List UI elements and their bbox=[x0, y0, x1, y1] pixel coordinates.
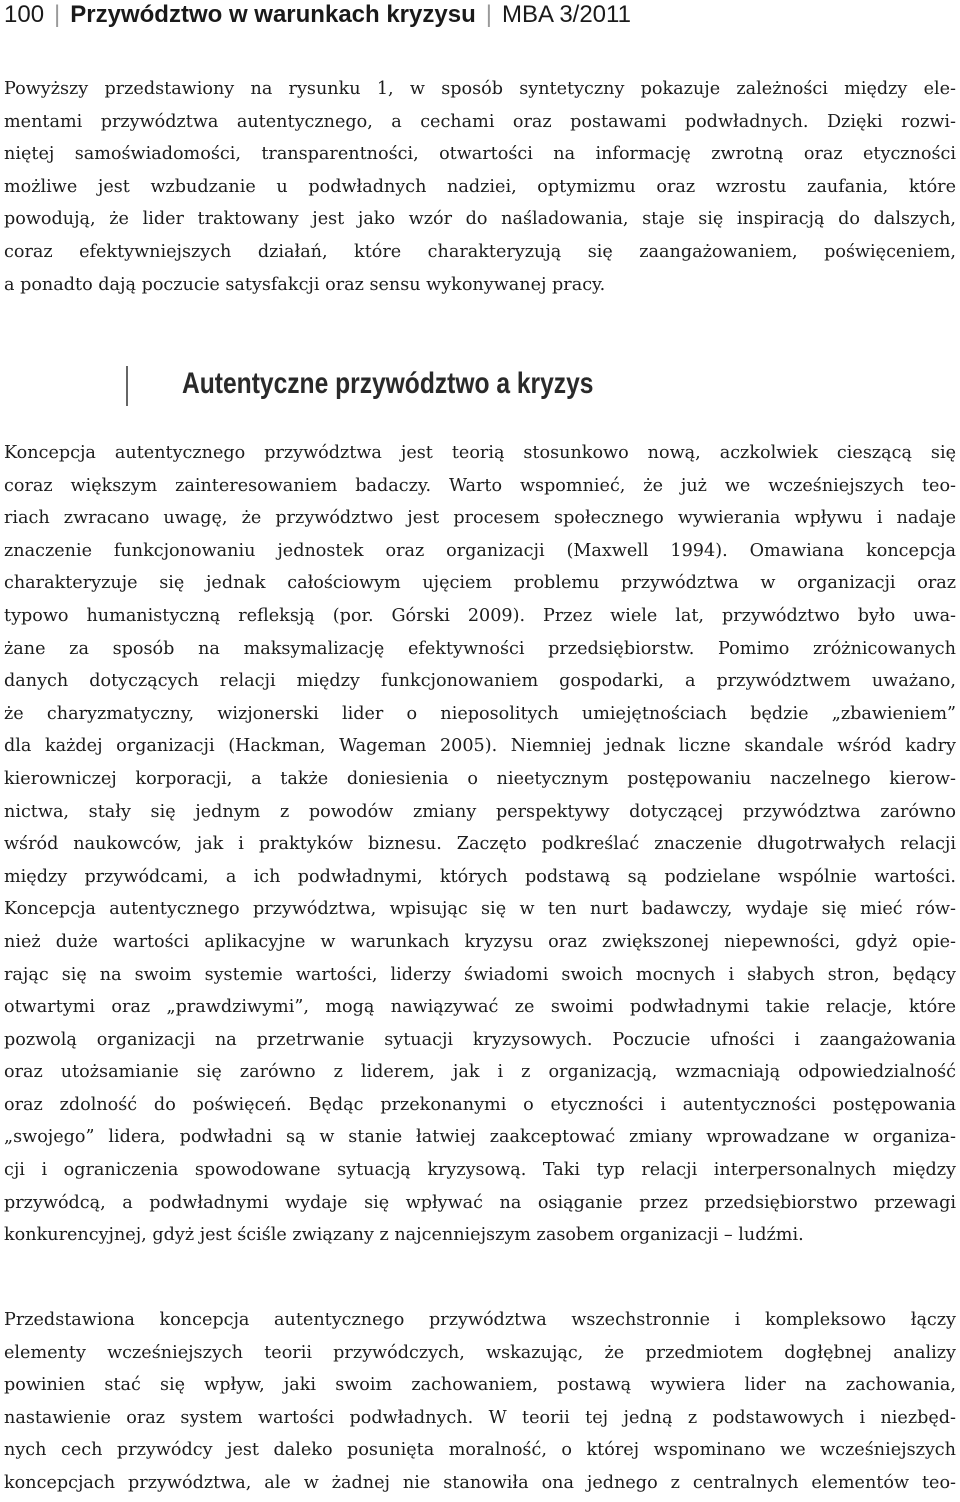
text-line: wśród naukowców, jak i praktyków biznesu. Zaczęto podkreślać znaczenie długotrwałych relacji bbox=[4, 834, 956, 855]
article-title: Przywództwo w warunkach kryzysu bbox=[70, 1, 476, 28]
text-line: rając się na swoim systemie wartości, liderzy świadomi swoich mocnych i słabych stron, będący bbox=[4, 964, 956, 985]
text-line: nych cech przywódcy jest daleko posunięta moralność, o której wspominano we wcześniejszych bbox=[4, 1440, 956, 1461]
text-line: danych dotyczących relacji między funkcjonowaniem gospodarki, a przywództwem uważano, bbox=[4, 671, 956, 692]
text-line: kierowniczej korporacji, a także doniesienia o nieetycznym postępowaniu naczelnego kierow- bbox=[4, 768, 956, 789]
text-line: konkurencyjnej, gdyż jest ściśle związany z najcenniejszym zasobem organizacji – ludźmi. bbox=[4, 1225, 804, 1246]
text-line: przywódcą, a podwładnymi wydaje się wpływać na osiąganie przez przedsiębiorstwo przewagi bbox=[4, 1192, 956, 1213]
text-line: nież duże wartości aplikacyjne w warunkach kryzysu oraz zwiększonej niepewności, gdyż opie- bbox=[4, 931, 956, 952]
text-line: a ponadto dają poczucie satysfakcji oraz sensu wykonywanej pracy. bbox=[4, 274, 606, 295]
paragraph-2 bbox=[4, 437, 956, 1252]
text-line: Koncepcja autentycznego przywództwa jest teorią stosunkowo nową, aczkolwiek cieszącą się bbox=[4, 443, 956, 463]
text-line: elementy wcześniejszych teorii przywódczych, wskazując, że przedmiotem dogłębnej analizy bbox=[4, 1342, 956, 1363]
text-line: koncepcjach przywództwa, ale w żadnej nie stanowiła ona jednego z centralnych elementów teo- bbox=[4, 1472, 956, 1493]
header-separator: | bbox=[485, 1, 492, 28]
text-line: dla każdej organizacji (Hackman, Wageman 2005). Niemniej jednak liczne skandale wśród kadry bbox=[4, 736, 956, 757]
issue-label: MBA 3/2011 bbox=[501, 1, 631, 28]
text-line: między przywódcami, a ich podwładnymi, których podstawą są podzielane wspólnie wartości. bbox=[4, 866, 956, 887]
text-line: oraz utożsamianie się zarówno z liderem, jak i z organizacją, wzmacniają odpowiedzialność bbox=[4, 1062, 956, 1083]
text-line: Koncepcja autentycznego przywództwa, wpisując się w ten nurt badawczy, wydaje się mieć rów- bbox=[4, 899, 956, 920]
page-number: 100 bbox=[4, 1, 45, 28]
text-line: powodują, że lider traktowany jest jako wzór do naśladowania, staje się inspiracją do dalszych, bbox=[4, 209, 956, 230]
text-line: mentami przywództwa autentycznego, a cechami oraz postawami podwładnych. Dzięki rozwi- bbox=[4, 111, 956, 132]
text-line: nastawienie oraz system wartości podwładnych. W teorii tej jedną z podstawowych i niezbęd- bbox=[4, 1407, 956, 1428]
section-heading: Autentyczne przywództwo a kryzys bbox=[182, 367, 594, 400]
paragraph-3 bbox=[4, 1304, 956, 1500]
text-line: niętej samoświadomości, transparentności, otwartości na informację zwrotną oraz etyczności bbox=[4, 144, 956, 165]
text-line: powinien stać się wpływ, jaki swoim zachowaniem, postawą wywiera lider na zachowania, bbox=[4, 1375, 956, 1396]
header-separator: | bbox=[54, 1, 61, 28]
text-line: otwartymi oraz „prawdziwymi”, mogą nawiązywać ze swoimi podwładnymi takie relacje, które bbox=[4, 997, 956, 1018]
text-line: żane za sposób na maksymalizację efektywności przedsiębiorstw. Pomimo zróżnicowanych bbox=[4, 638, 956, 659]
running-header bbox=[4, 0, 631, 30]
text-line: pozwolą organizacji na przetrwanie sytuacji kryzysowych. Poczucie ufności i zaangażowania bbox=[4, 1029, 956, 1050]
text-line: charakteryzuje się jednak całościowym ujęciem problemu przywództwa w organizacji oraz bbox=[4, 573, 956, 594]
text-line: że charyzmatyczny, wizjonerski lider o nieposolitych umiejętnościach będzie „zbawieniem” bbox=[4, 703, 956, 724]
text-line: możliwe jest wzbudzanie u podwładnych nadziei, optymizmu oraz wzrostu zaufania, które bbox=[4, 176, 956, 197]
text-line: znaczenie funkcjonowaniu jednostek oraz organizacji (Maxwell 1994). Omawiana koncepcja bbox=[4, 540, 956, 561]
text-line: riach zwracano uwagę, że przywództwo jest procesem społecznego wywierania wpływu i nadaje bbox=[4, 508, 956, 529]
text-line: oraz zdolność do poświęceń. Będąc przekonanymi o etyczności i autentyczności postępowania bbox=[4, 1094, 956, 1115]
text-line: typowo humanistyczną refleksją (por. Górski 2009). Przez wiele lat, przywództwo było uwa- bbox=[4, 605, 956, 626]
text-line: „swojego” lidera, podwładni są w stanie łatwiej zaakceptować zmiany wprowadzane w organiza- bbox=[4, 1127, 956, 1148]
text-line: nictwa, stały się jednym z powodów zmiany perspektywy dotyczącej przywództwa zarówno bbox=[4, 801, 956, 822]
text-line: Powyższy przedstawiony na rysunku 1, w sposób syntetyczny pokazuje zależności między ele- bbox=[4, 79, 956, 99]
text-line: cji i ograniczenia spowodowane sytuacją kryzysową. Taki typ relacji interpersonalnych między bbox=[4, 1160, 956, 1181]
text-line: coraz większym zainteresowaniem badaczy. Warto wspomnieć, że już we wcześniejszych teo- bbox=[4, 475, 956, 496]
section-marker-bar bbox=[126, 366, 128, 406]
paragraph-1 bbox=[4, 73, 956, 301]
text-line: coraz efektywniejszych działań, które charakteryzują się zaangażowaniem, poświęceniem, bbox=[4, 241, 956, 262]
text-line: Przedstawiona koncepcja autentycznego przywództwa wszechstronnie i kompleksowo łączy bbox=[4, 1310, 956, 1330]
